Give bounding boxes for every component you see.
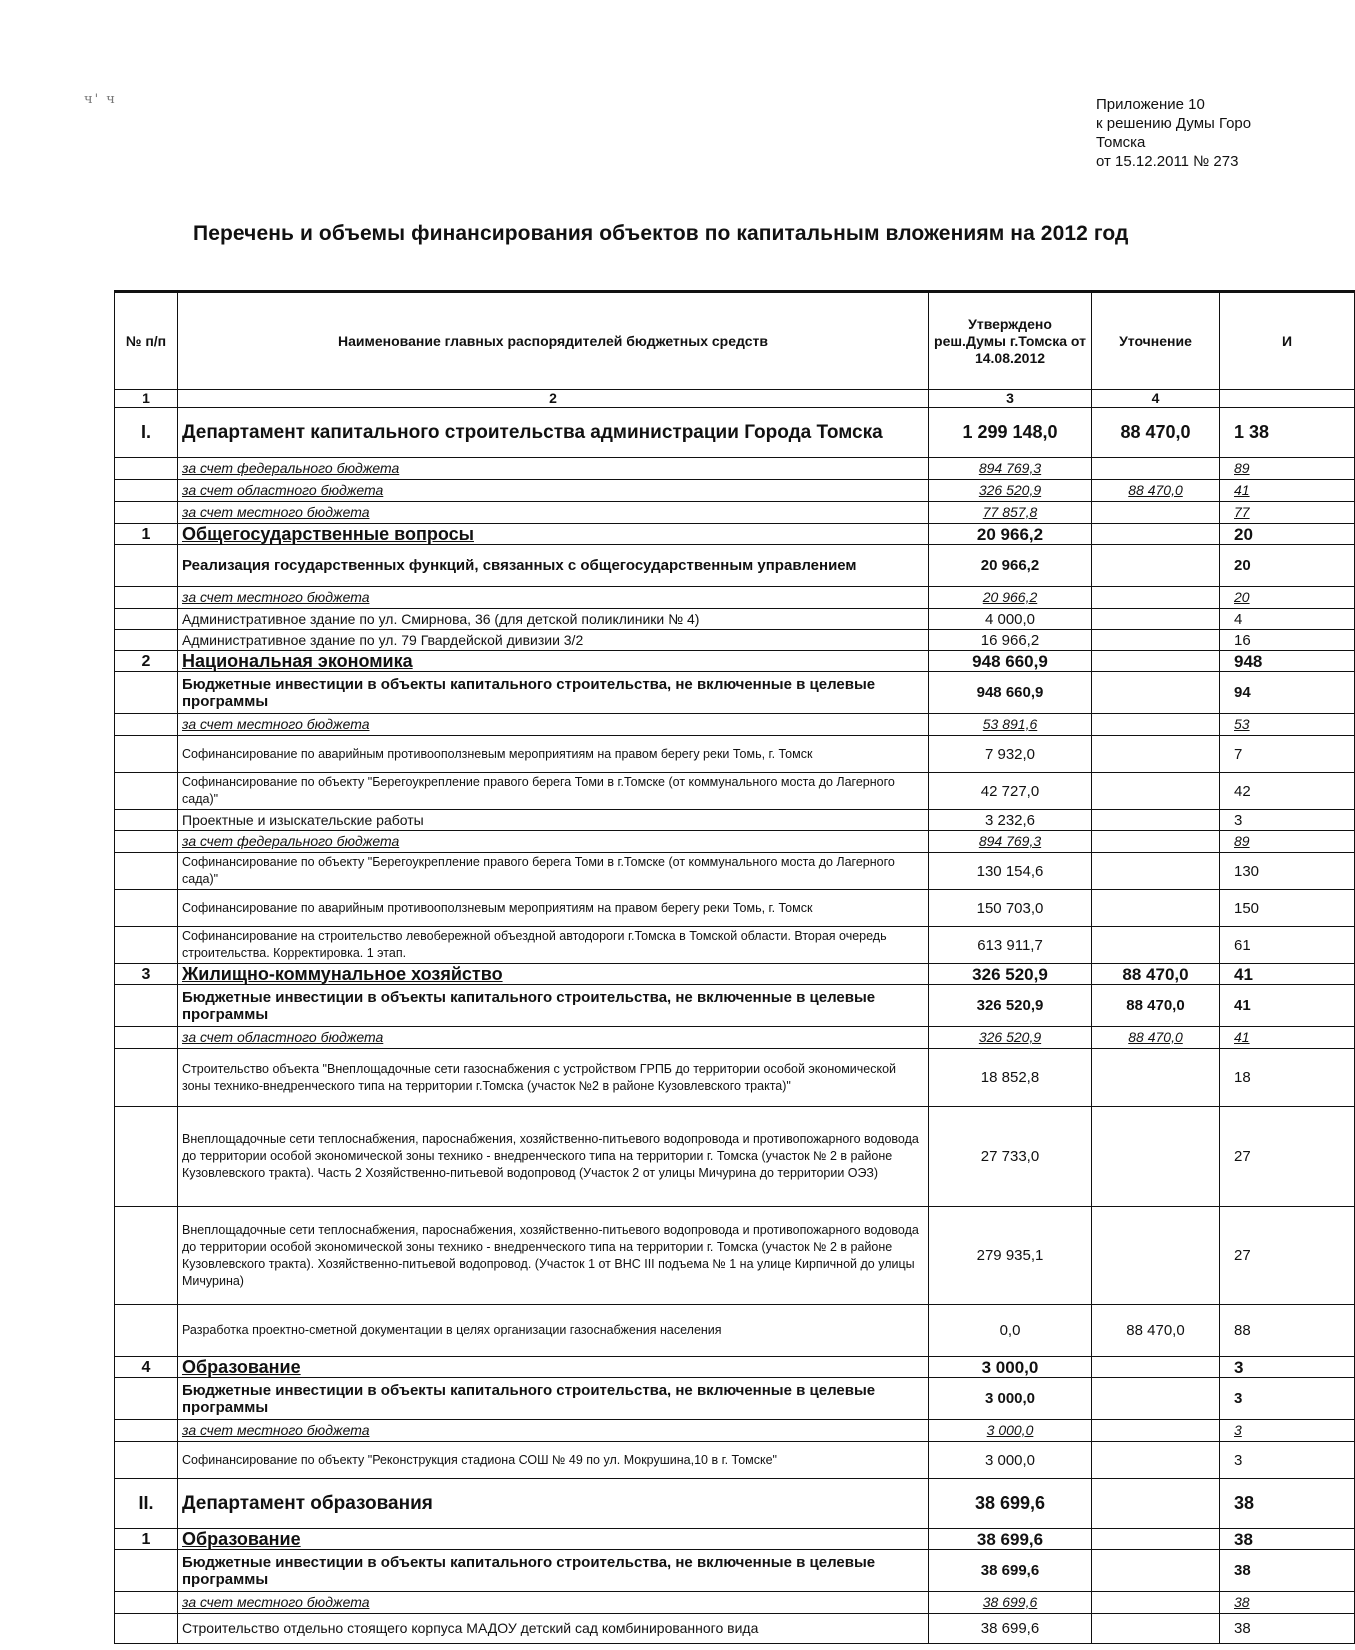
row-total: 41	[1220, 480, 1355, 502]
column-number: 3	[929, 390, 1092, 408]
row-name: Софинансирование по объекту "Берегоукрепление правого берега Томи в г.Томске (от коммунального моста до Лагерного сада)"	[178, 853, 929, 890]
row-approved: 3 000,0	[929, 1357, 1092, 1378]
row-change	[1092, 890, 1220, 927]
row-number	[115, 831, 178, 853]
row-total: 89	[1220, 458, 1355, 480]
row-total: 20	[1220, 587, 1355, 609]
row-number	[115, 587, 178, 609]
header-total: И	[1220, 292, 1355, 390]
row-name: за счет местного бюджета	[178, 714, 929, 736]
row-total: 1 38	[1220, 408, 1355, 458]
table-row	[115, 524, 1355, 545]
table-row	[115, 1049, 1355, 1107]
row-number	[115, 545, 178, 587]
row-change	[1092, 810, 1220, 831]
row-approved: 42 727,0	[929, 773, 1092, 810]
table-row	[115, 1305, 1355, 1357]
row-change	[1092, 524, 1220, 545]
row-name: Реализация государственных функций, связанных с общегосударственным управлением	[178, 545, 929, 587]
row-number: 1	[115, 1529, 178, 1550]
row-number: 2	[115, 651, 178, 672]
row-approved: 3 232,6	[929, 810, 1092, 831]
row-approved: 150 703,0	[929, 890, 1092, 927]
row-change	[1092, 831, 1220, 853]
row-number	[115, 458, 178, 480]
row-number	[115, 609, 178, 630]
table-row	[115, 630, 1355, 651]
row-approved: 20 966,2	[929, 587, 1092, 609]
row-change	[1092, 1378, 1220, 1420]
row-number	[115, 480, 178, 502]
row-approved: 326 520,9	[929, 1027, 1092, 1049]
row-change	[1092, 1442, 1220, 1479]
row-name: Национальная экономика	[178, 651, 929, 672]
row-change: 88 470,0	[1092, 964, 1220, 985]
row-total: 3	[1220, 1357, 1355, 1378]
appendix-line: Томска	[1096, 134, 1146, 151]
table-body	[115, 408, 1355, 1644]
financing-table	[114, 290, 1355, 1644]
column-number-row	[115, 390, 1355, 408]
row-approved: 894 769,3	[929, 458, 1092, 480]
row-approved: 53 891,6	[929, 714, 1092, 736]
row-name: Внеплощадочные сети теплоснабжения, пароснабжения, хозяйственно-питьевого водопровода и противопожарного водовода до территории особой экономической зоны технико - внедренческого типа на территории г. Томска (участок № 2 в районе Кузовлевского тракта). Часть 2 Хозяйственно-питьевой водопровод (Участок 2 от улицы Мичурина до территории ОЭЗ)	[178, 1107, 929, 1207]
table-row	[115, 714, 1355, 736]
table-row	[115, 1529, 1355, 1550]
row-approved: 894 769,3	[929, 831, 1092, 853]
row-change	[1092, 927, 1220, 964]
header-approved: Утверждено реш.Думы г.Томска от 14.08.2012	[929, 292, 1092, 390]
row-total: 38	[1220, 1592, 1355, 1614]
row-approved: 27 733,0	[929, 1107, 1092, 1207]
header-row	[115, 292, 1355, 390]
table-row	[115, 545, 1355, 587]
row-number	[115, 890, 178, 927]
table-row	[115, 1357, 1355, 1378]
table-row	[115, 1550, 1355, 1592]
row-change	[1092, 1529, 1220, 1550]
row-approved: 18 852,8	[929, 1049, 1092, 1107]
row-total: 77	[1220, 502, 1355, 524]
table-row	[115, 1479, 1355, 1529]
row-approved: 7 932,0	[929, 736, 1092, 773]
row-number	[115, 736, 178, 773]
row-name: за счет областного бюджета	[178, 480, 929, 502]
row-approved: 948 660,9	[929, 651, 1092, 672]
row-number	[115, 1550, 178, 1592]
appendix-line: к решению Думы Горо	[1096, 115, 1252, 132]
row-name: за счет федерального бюджета	[178, 831, 929, 853]
row-number	[115, 927, 178, 964]
row-total: 38	[1220, 1614, 1355, 1644]
row-total: 16	[1220, 630, 1355, 651]
row-change	[1092, 1420, 1220, 1442]
table-row	[115, 587, 1355, 609]
table-row	[115, 502, 1355, 524]
row-number: II.	[115, 1479, 178, 1529]
row-name: Разработка проектно-сметной документации в целях организации газоснабжения населения	[178, 1305, 929, 1357]
row-change	[1092, 672, 1220, 714]
appendix-note	[1096, 95, 1251, 171]
column-number	[1220, 390, 1355, 408]
row-approved: 77 857,8	[929, 502, 1092, 524]
row-approved: 0,0	[929, 1305, 1092, 1357]
table-row	[115, 831, 1355, 853]
row-change: 88 470,0	[1092, 408, 1220, 458]
row-number	[115, 1107, 178, 1207]
row-total: 38	[1220, 1479, 1355, 1529]
row-approved: 130 154,6	[929, 853, 1092, 890]
row-approved: 38 699,6	[929, 1592, 1092, 1614]
table-row	[115, 964, 1355, 985]
row-name: за счет местного бюджета	[178, 1592, 929, 1614]
row-total: 38	[1220, 1550, 1355, 1592]
row-approved: 326 520,9	[929, 985, 1092, 1027]
appendix-line: Приложение 10	[1096, 96, 1205, 113]
row-total: 53	[1220, 714, 1355, 736]
row-number: 1	[115, 524, 178, 545]
row-name: Общегосударственные вопросы	[178, 524, 929, 545]
row-change	[1092, 1107, 1220, 1207]
table-row	[115, 458, 1355, 480]
row-total: 3	[1220, 1420, 1355, 1442]
row-name: Внеплощадочные сети теплоснабжения, пароснабжения, хозяйственно-питьевого водопровода и противопожарного водовода до территории особой экономической зоны технико - внедренческого типа на территории г. Томска (участок № 2 в районе Кузовлевского тракта). Хозяйственно-питьевой водопровод. (Участок 1 от ВНС III подъема № 1 на улице Кирпичной до улицы Мичурина)	[178, 1207, 929, 1305]
row-number	[115, 1207, 178, 1305]
row-approved: 613 911,7	[929, 927, 1092, 964]
column-number: 4	[1092, 390, 1220, 408]
row-total: 130	[1220, 853, 1355, 890]
column-number: 1	[115, 390, 178, 408]
header-change: Уточнение	[1092, 292, 1220, 390]
row-name: Софинансирование по объекту "Реконструкция стадиона СОШ № 49 по ул. Мокрушина,10 в г. Томске"	[178, 1442, 929, 1479]
row-name: Бюджетные инвестиции в объекты капитального строительства, не включенные в целевые программы	[178, 672, 929, 714]
row-number	[115, 672, 178, 714]
row-name: за счет местного бюджета	[178, 587, 929, 609]
row-change: 88 470,0	[1092, 1027, 1220, 1049]
row-name: за счет федерального бюджета	[178, 458, 929, 480]
row-total: 20	[1220, 524, 1355, 545]
document-title: Перечень и объемы финансирования объектов по капитальным вложениям на 2012 год	[193, 222, 1129, 245]
row-approved: 1 299 148,0	[929, 408, 1092, 458]
row-total: 27	[1220, 1207, 1355, 1305]
row-approved: 20 966,2	[929, 524, 1092, 545]
row-total: 41	[1220, 1027, 1355, 1049]
row-number	[115, 714, 178, 736]
row-total: 61	[1220, 927, 1355, 964]
row-name: Строительство отдельно стоящего корпуса МАДОУ детский сад комбинированного вида	[178, 1614, 929, 1644]
row-number	[115, 1378, 178, 1420]
row-approved: 948 660,9	[929, 672, 1092, 714]
row-total: 42	[1220, 773, 1355, 810]
table-row	[115, 672, 1355, 714]
row-change	[1092, 853, 1220, 890]
row-name: Административное здание по ул. Смирнова, 36 (для детской поликлиники № 4)	[178, 609, 929, 630]
row-approved: 20 966,2	[929, 545, 1092, 587]
table-row	[115, 480, 1355, 502]
table-row	[115, 985, 1355, 1027]
row-total: 3	[1220, 1442, 1355, 1479]
row-name: Бюджетные инвестиции в объекты капитального строительства, не включенные в целевые программы	[178, 985, 929, 1027]
table-row	[115, 651, 1355, 672]
row-name: Бюджетные инвестиции в объекты капитального строительства, не включенные в целевые программы	[178, 1378, 929, 1420]
row-change	[1092, 1357, 1220, 1378]
row-approved: 38 699,6	[929, 1614, 1092, 1644]
row-change	[1092, 458, 1220, 480]
row-total: 7	[1220, 736, 1355, 773]
row-number: 4	[115, 1357, 178, 1378]
row-number	[115, 1442, 178, 1479]
row-change	[1092, 1614, 1220, 1644]
table-row	[115, 1592, 1355, 1614]
header-name: Наименование главных распорядителей бюджетных средств	[178, 292, 929, 390]
row-change	[1092, 545, 1220, 587]
row-name: Образование	[178, 1529, 929, 1550]
row-number	[115, 810, 178, 831]
row-change	[1092, 736, 1220, 773]
row-total: 150	[1220, 890, 1355, 927]
row-change	[1092, 630, 1220, 651]
row-approved: 3 000,0	[929, 1420, 1092, 1442]
row-total: 41	[1220, 985, 1355, 1027]
row-total: 88	[1220, 1305, 1355, 1357]
table-row	[115, 1107, 1355, 1207]
row-total: 18	[1220, 1049, 1355, 1107]
table-row	[115, 1614, 1355, 1644]
appendix-line: от 15.12.2011 № 273	[1096, 153, 1239, 170]
row-approved: 38 699,6	[929, 1479, 1092, 1529]
row-number	[115, 1420, 178, 1442]
row-total: 4	[1220, 609, 1355, 630]
row-total: 3	[1220, 1378, 1355, 1420]
row-change: 88 470,0	[1092, 480, 1220, 502]
row-number: I.	[115, 408, 178, 458]
row-change	[1092, 1207, 1220, 1305]
row-change	[1092, 1479, 1220, 1529]
table-row	[115, 736, 1355, 773]
row-change	[1092, 1049, 1220, 1107]
column-number: 2	[178, 390, 929, 408]
row-name: Образование	[178, 1357, 929, 1378]
row-name: Софинансирование по аварийным противооползневым мероприятиям на правом берегу реки Томь, г. Томск	[178, 736, 929, 773]
row-number	[115, 985, 178, 1027]
row-change	[1092, 714, 1220, 736]
row-change: 88 470,0	[1092, 1305, 1220, 1357]
row-approved: 326 520,9	[929, 480, 1092, 502]
row-change	[1092, 773, 1220, 810]
table-row	[115, 1442, 1355, 1479]
row-number	[115, 773, 178, 810]
row-total: 27	[1220, 1107, 1355, 1207]
row-approved: 279 935,1	[929, 1207, 1092, 1305]
row-approved: 3 000,0	[929, 1378, 1092, 1420]
table-row	[115, 853, 1355, 890]
row-number	[115, 853, 178, 890]
row-approved: 38 699,6	[929, 1550, 1092, 1592]
row-total: 948	[1220, 651, 1355, 672]
table-row	[115, 1378, 1355, 1420]
row-name: Департамент капитального строительства администрации Города Томска	[178, 408, 929, 458]
row-name: за счет местного бюджета	[178, 502, 929, 524]
row-change	[1092, 587, 1220, 609]
row-approved: 3 000,0	[929, 1442, 1092, 1479]
table-row	[115, 927, 1355, 964]
row-name: за счет областного бюджета	[178, 1027, 929, 1049]
row-change: 88 470,0	[1092, 985, 1220, 1027]
row-name: Софинансирование по объекту "Берегоукрепление правого берега Томи в г.Томске (от коммунального моста до Лагерного сада)"	[178, 773, 929, 810]
row-approved: 38 699,6	[929, 1529, 1092, 1550]
table-row	[115, 609, 1355, 630]
row-name: Административное здание по ул. 79 Гвардейской дивизии 3/2	[178, 630, 929, 651]
row-name: за счет местного бюджета	[178, 1420, 929, 1442]
row-name: Строительство объекта "Внеплощадочные сети газоснабжения с устройством ГРПБ до территории особой экономической зоны технико-внедренческого типа на территории г.Томска (участок №2 в районе Кузовлевского тракта)"	[178, 1049, 929, 1107]
row-approved: 326 520,9	[929, 964, 1092, 985]
row-total: 94	[1220, 672, 1355, 714]
row-name: Департамент образования	[178, 1479, 929, 1529]
row-change	[1092, 609, 1220, 630]
row-total: 89	[1220, 831, 1355, 853]
table-row	[115, 408, 1355, 458]
row-change	[1092, 1550, 1220, 1592]
row-total: 38	[1220, 1529, 1355, 1550]
table-row	[115, 1420, 1355, 1442]
table-row	[115, 1207, 1355, 1305]
row-approved: 16 966,2	[929, 630, 1092, 651]
row-change	[1092, 651, 1220, 672]
row-total: 3	[1220, 810, 1355, 831]
table-row	[115, 810, 1355, 831]
row-change	[1092, 1592, 1220, 1614]
row-number	[115, 1049, 178, 1107]
row-total: 41	[1220, 964, 1355, 985]
row-name: Бюджетные инвестиции в объекты капитального строительства, не включенные в целевые программы	[178, 1550, 929, 1592]
row-name: Жилищно-коммунальное хозяйство	[178, 964, 929, 985]
row-name: Проектные и изыскательские работы	[178, 810, 929, 831]
row-number: 3	[115, 964, 178, 985]
row-name: Софинансирование по аварийным противооползневым мероприятиям на правом берегу реки Томь, г. Томск	[178, 890, 929, 927]
table-row	[115, 1027, 1355, 1049]
row-number	[115, 1027, 178, 1049]
row-total: 20	[1220, 545, 1355, 587]
row-name: Софинансирование на строительство левобережной объездной автодороги г.Томска в Томской области. Вторая очередь строительства. Корректировка. 1 этап.	[178, 927, 929, 964]
header-num: № п/п	[115, 292, 178, 390]
table-row	[115, 890, 1355, 927]
row-number	[115, 1614, 178, 1644]
row-number	[115, 502, 178, 524]
row-number	[115, 1305, 178, 1357]
margin-note: ч' ч	[84, 92, 117, 107]
row-approved: 4 000,0	[929, 609, 1092, 630]
row-change	[1092, 502, 1220, 524]
row-number	[115, 630, 178, 651]
row-number	[115, 1592, 178, 1614]
table-row	[115, 773, 1355, 810]
